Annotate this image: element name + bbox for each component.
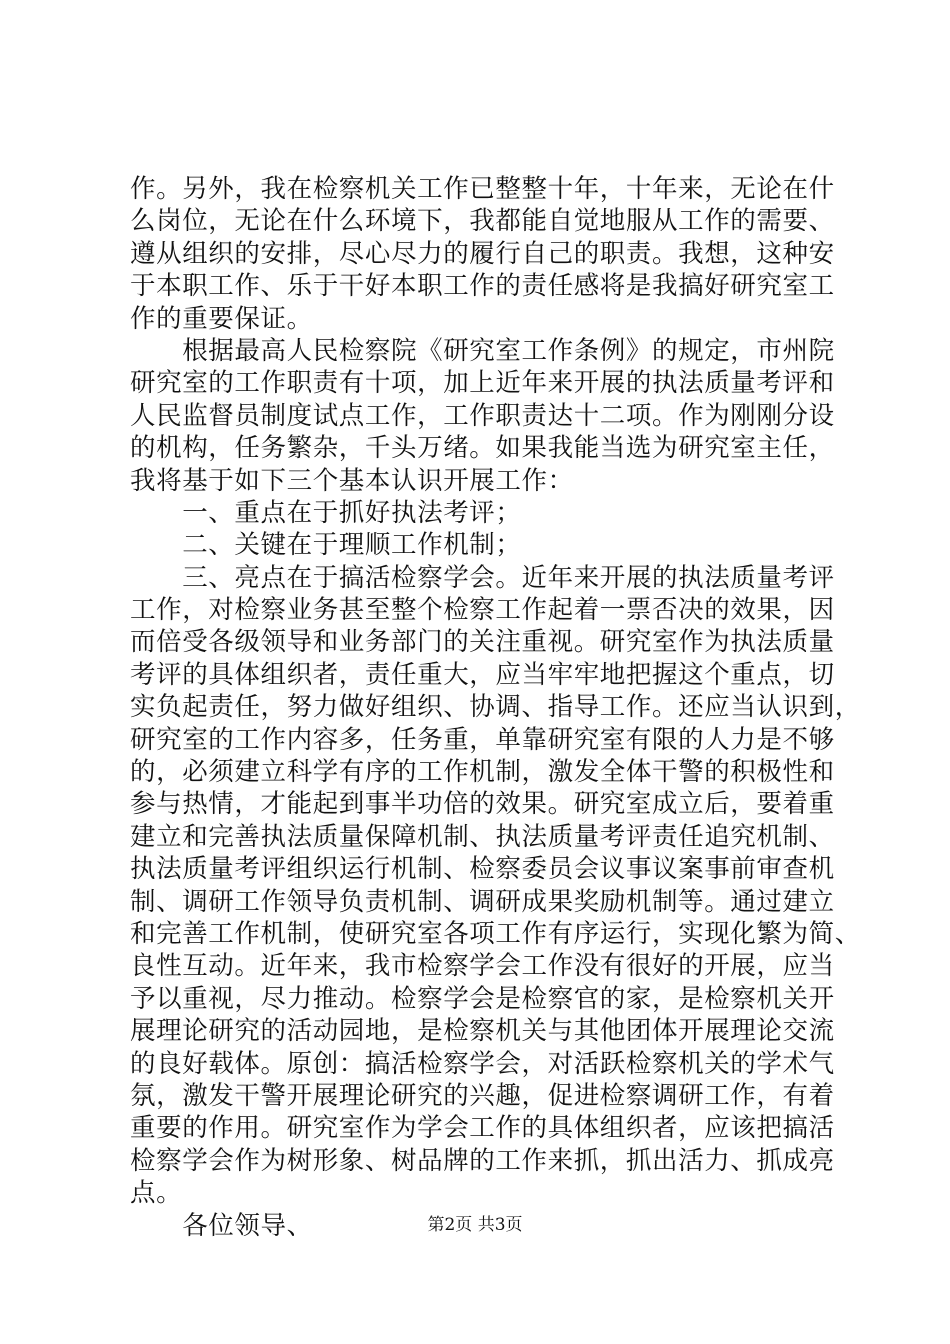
page-footer: 第2页 共3页 (427, 1215, 523, 1235)
text-line: 一、重点在于抓好执法考评； (130, 497, 522, 528)
text-line: 的，必须建立科学有序的工作机制，激发全体干警的积极性和 (130, 757, 835, 788)
text-line: 建立和完善执法质量保障机制、执法质量考评责任追究机制、 (130, 821, 835, 852)
text-line: 我将基于如下三个基本认识开展工作： (130, 465, 574, 496)
text-line: 研究室的工作职责有十项，加上近年来开展的执法质量考评和 (130, 368, 835, 399)
text-line: 考评的具体组织者，责任重大，应当牢牢地把握这个重点，切 (130, 659, 835, 690)
text-line: 么岗位，无论在什么环境下，我都能自觉地服从工作的需要、 (130, 206, 835, 237)
text-line: 良性互动。近年来，我市检察学会工作没有很好的开展，应当 (130, 951, 835, 982)
text-line: 三、亮点在于搞活检察学会。近年来开展的执法质量考评 (130, 562, 835, 593)
text-line: 和完善工作机制，使研究室各项工作有序运行，实现化繁为简、 (130, 918, 861, 949)
text-line: 作的重要保证。 (130, 303, 313, 334)
text-line: 参与热情，才能起到事半功倍的效果。研究室成立后，要着重 (130, 789, 835, 820)
text-line: 制、调研工作领导负责机制、调研成果奖励机制等。通过建立 (130, 886, 835, 917)
text-line: 二、关键在于理顺工作机制； (130, 530, 522, 561)
text-line: 的良好载体。原创：搞活检察学会，对活跃检察机关的学术气 (130, 1048, 835, 1079)
text-line: 根据最高人民检察院《研究室工作条例》的规定，市州院 (130, 335, 835, 366)
text-line: 遵从组织的安排，尽心尽力的履行自己的职责。我想，这种安 (130, 238, 835, 269)
text-line: 各位领导、 (130, 1210, 313, 1241)
text-line: 氛，激发干警开展理论研究的兴趣，促进检察调研工作，有着 (130, 1080, 835, 1111)
text-line: 工作，对检察业务甚至整个检察工作起着一票否决的效果，因 (130, 595, 835, 626)
text-line: 而倍受各级领导和业务部门的关注重视。研究室作为执法质量 (130, 627, 835, 658)
text-line: 检察学会作为树形象、树品牌的工作来抓，抓出活力、抓成亮 (130, 1145, 835, 1176)
text-line: 点。 (130, 1178, 183, 1209)
text-line: 研究室的工作内容多，任务重，单靠研究室有限的人力是不够 (130, 724, 835, 755)
text-line: 人民监督员制度试点工作，工作职责达十二项。作为刚刚分设 (130, 400, 835, 431)
text-line: 执法质量考评组织运行机制、检察委员会议事议案事前审查机 (130, 854, 835, 885)
text-line: 于本职工作、乐于干好本职工作的责任感将是我搞好研究室工 (130, 271, 835, 302)
text-line: 重要的作用。研究室作为学会工作的具体组织者，应该把搞活 (130, 1113, 835, 1144)
text-line: 展理论研究的活动园地，是检察机关与其他团体开展理论交流 (130, 1016, 835, 1047)
text-line: 的机构，任务繁杂，千头万绪。如果我能当选为研究室主任， (130, 433, 835, 464)
text-line: 作。另外，我在检察机关工作已整整十年，十年来，无论在什 (130, 174, 835, 204)
document-body (130, 173, 861, 1242)
text-line: 实负起责任，努力做好组织、协调、指导工作。还应当认识到， (130, 692, 861, 723)
text-line: 予以重视，尽力推动。检察学会是检察官的家，是检察机关开 (130, 983, 835, 1014)
